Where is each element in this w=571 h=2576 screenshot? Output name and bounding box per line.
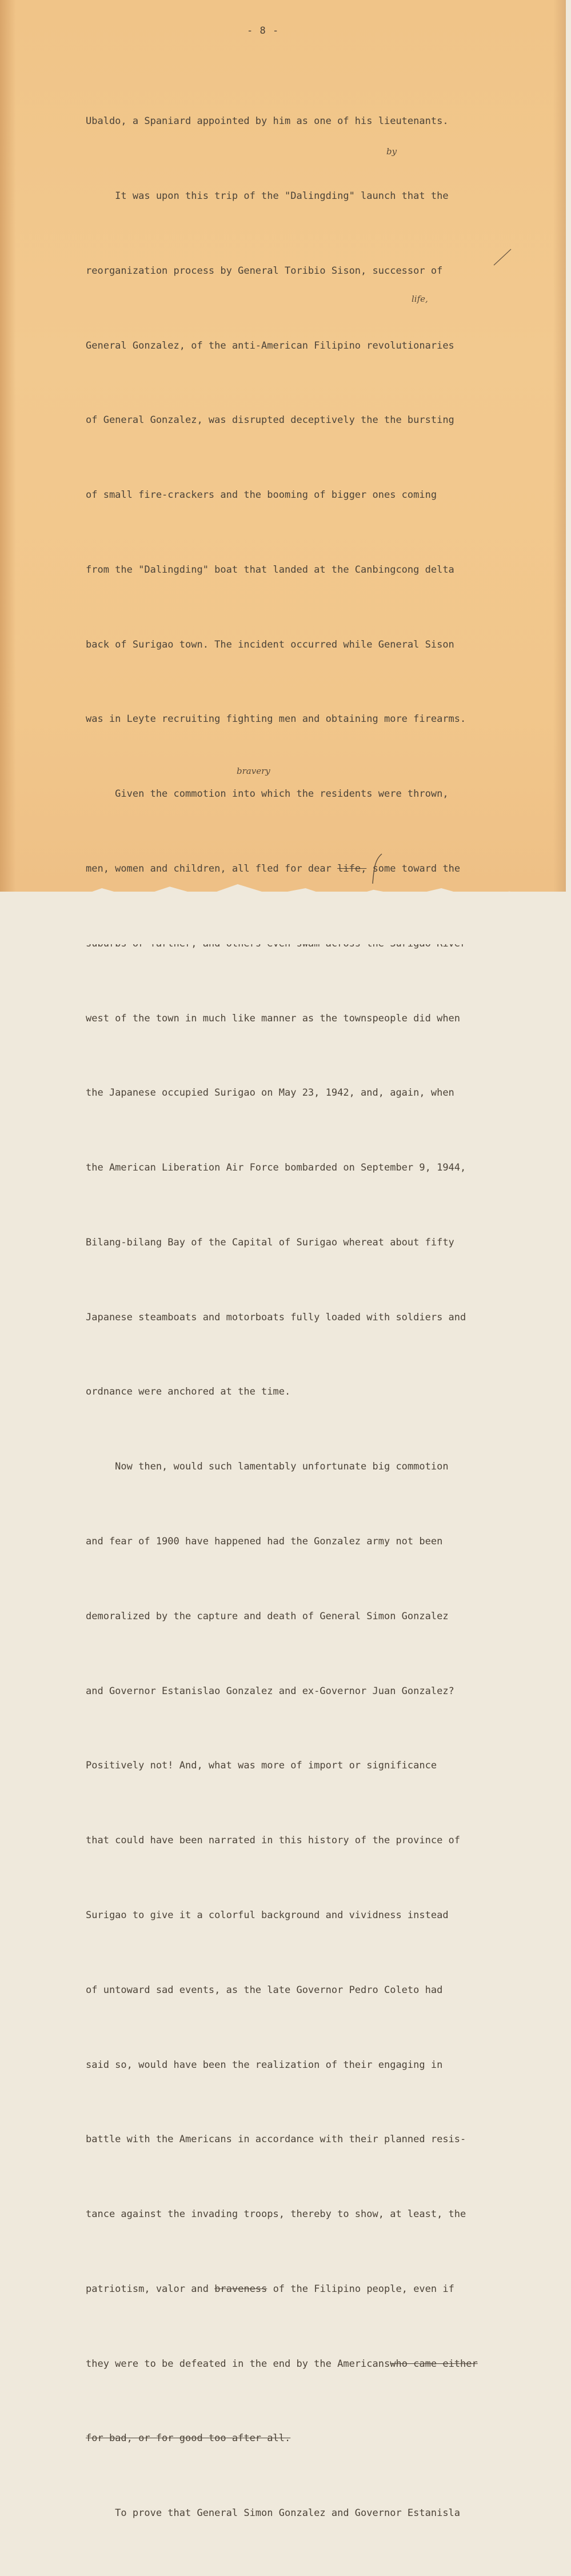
typed-text: [86, 59, 520, 2576]
text-line-with-edit: [86, 857, 520, 882]
text-line: Bilang-bilang Bay of the Capital of Surigao whereat about fifty: [86, 1236, 454, 1248]
text-fragment: they were to be defeated in the end by the Americans: [86, 2358, 390, 2370]
text-line: General Gonzalez, of the anti-American Filipino revolutionaries: [86, 340, 454, 352]
handwritten-insertion-bravery: bravery: [237, 766, 270, 776]
text-line: Japanese steamboats and motorboats fully loaded with soldiers and: [86, 1311, 466, 1323]
struck-word: life,: [337, 863, 367, 874]
text-line: was in Leyte recruiting fighting men and obtaining more firearms.: [86, 713, 466, 725]
struck-phrase: who came either: [390, 2358, 478, 2370]
text-line: Positively not! And, what was more of import or significance: [86, 1760, 437, 1772]
text-line-with-edit: [86, 2352, 520, 2377]
text-line: of small fire-crackers and the booming of bigger ones coming: [86, 489, 437, 501]
text-fragment: patriotism, valor and: [86, 2283, 209, 2295]
text-line: and Governor Estanislao Gonzalez and ex-Governor Juan Gonzalez?: [86, 1685, 454, 1697]
text-line: To prove that General Simon Gonzalez and Governor Estanisla: [86, 2507, 461, 2519]
text-line: the Japanese occupied Surigao on May 23, 1942, and, again, when: [86, 1087, 454, 1099]
page-number: - 8 -: [247, 25, 279, 37]
pen-stroke-mark: [369, 852, 386, 886]
text-line: Surigao to give it a colorful background and vividness instead: [86, 1909, 449, 1921]
text-fragment: some toward the: [372, 863, 461, 874]
struck-line: [86, 2426, 520, 2451]
text-line: west of the town in much like manner as the townspeople did when: [86, 1012, 461, 1024]
text-line: It was upon this trip of the "Dalingding" launch that the: [86, 190, 449, 202]
text-line: of General Gonzalez, was disrupted deceptively the the bursting: [86, 414, 454, 426]
text-line: Given the commotion into which the residents were thrown,: [86, 788, 449, 800]
text-fragment: men, women and children, all fled for dear: [86, 863, 332, 874]
text-line: demoralized by the capture and death of General Simon Gonzalez: [86, 1610, 449, 1622]
text-line-with-edit: [86, 2277, 520, 2302]
struck-word: braveness: [214, 2283, 267, 2295]
text-line: of untoward sad events, as the late Governor Pedro Coleto had: [86, 1984, 443, 1996]
text-line: from the "Dalingding" boat that landed at the Canbingcong delta: [86, 564, 454, 576]
text-line: battle with the Americans in accordance with their planned resis-: [86, 2134, 466, 2146]
margin-tick-mark: [492, 246, 514, 269]
text-line: the American Liberation Air Force bombarded on September 9, 1944,: [86, 1162, 466, 1174]
text-line: that could have been narrated in this history of the province of: [86, 1835, 461, 1847]
struck-phrase: for bad, or for good too after all.: [86, 2433, 291, 2445]
handwritten-insertion-life: life,: [412, 294, 428, 304]
text-line: and fear of 1900 have happened had the Gonzalez army not been: [86, 1536, 443, 1548]
text-line: back of Surigao town. The incident occurred while General Sison: [86, 638, 454, 650]
text-line: said so, would have been the realization of their engaging in: [86, 2059, 443, 2071]
text-line: tance against the invading troops, thereby to show, at least, the: [86, 2208, 466, 2220]
text-line: ordnance were anchored at the time.: [86, 1386, 291, 1398]
text-line: Now then, would such lamentably unfortunate big commotion: [86, 1461, 449, 1473]
handwritten-insertion-by: by: [386, 146, 397, 157]
text-line: reorganization process by General Toribio Sison, successor of: [86, 265, 443, 277]
text-line: Ubaldo, a Spaniard appointed by him as one of his lieutenants.: [86, 115, 449, 127]
text-fragment: of the Filipino people, even if: [273, 2283, 454, 2295]
